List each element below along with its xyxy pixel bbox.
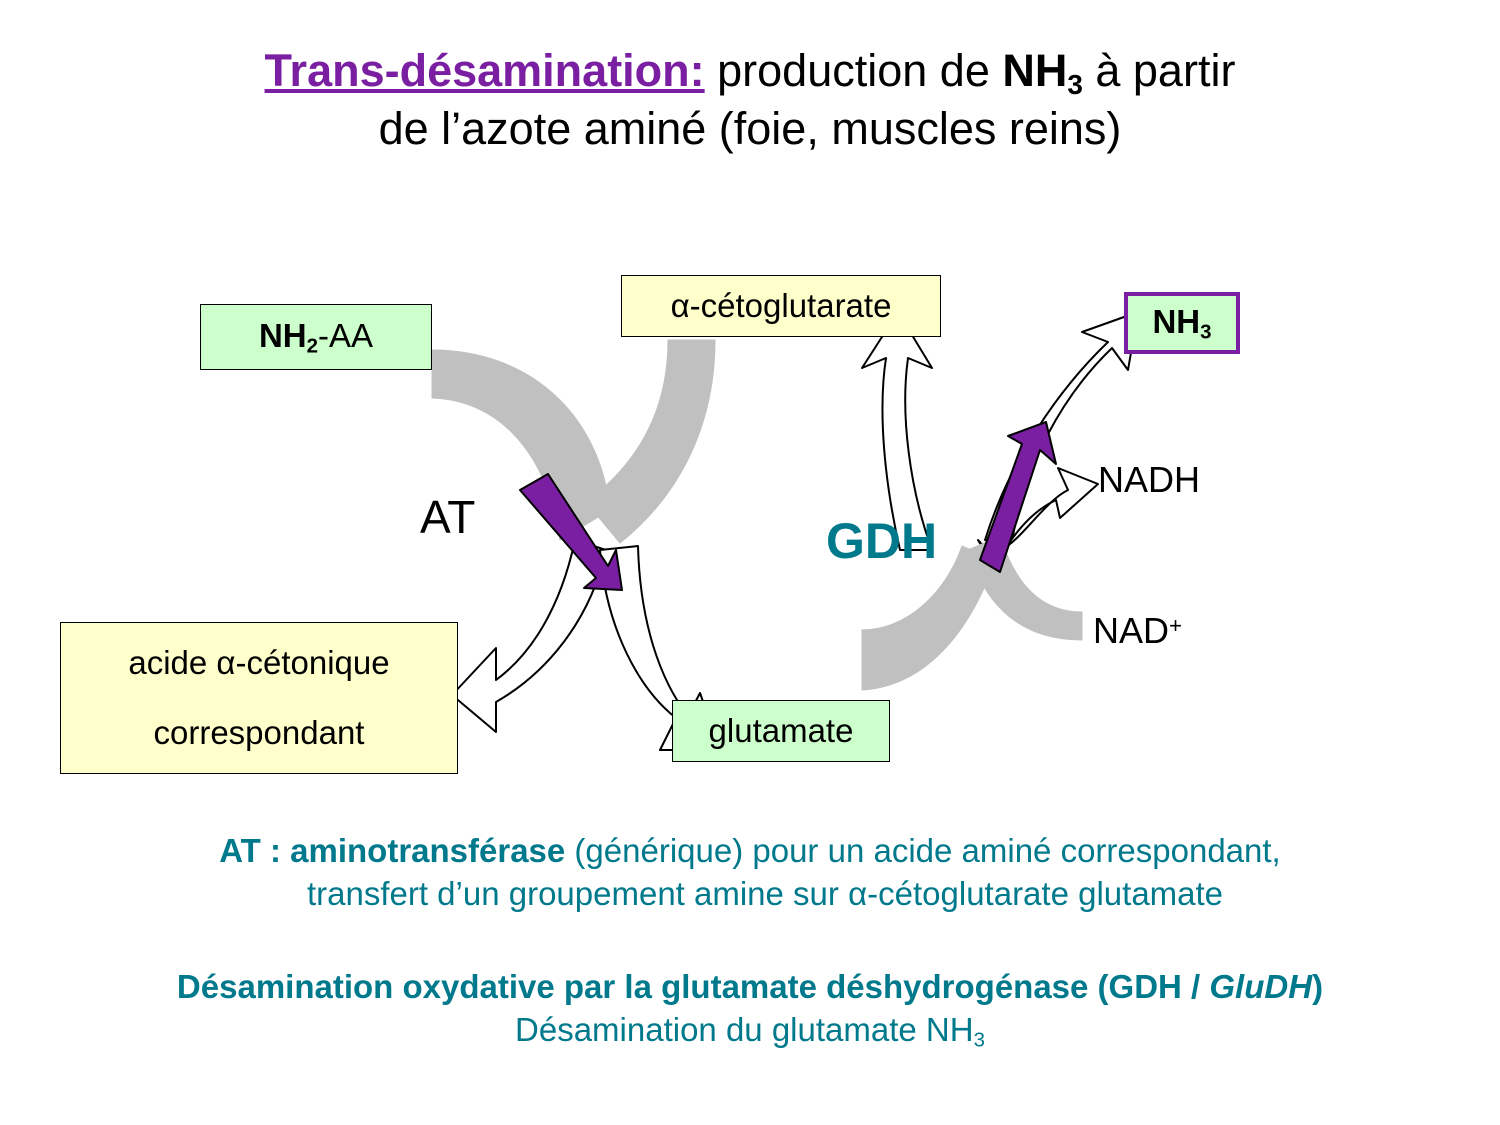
page-title-line-2: de l’azote aminé (foie, muscles reins) (378, 102, 1122, 154)
node-glutamate-label: glutamate (708, 711, 854, 749)
page-title-term: Trans-désamination: (264, 45, 705, 96)
node-nh3 (1124, 292, 1240, 354)
enzyme-label-at: AT (420, 491, 476, 543)
footer-notes (0, 830, 1500, 1054)
footer-at-rest: (générique) pour un acide aminé correspondant, (565, 832, 1281, 869)
at-white-arrow-to-ketoacid (452, 540, 606, 732)
cofactor-label-nadh: NADH (1098, 459, 1201, 500)
node-alpha-ketoglutarate-label: α-cétoglutarate (670, 286, 892, 324)
node-keto-acid-line-1: acide α-cétonique (128, 643, 390, 681)
enzyme-label-gdh: GDH (826, 513, 938, 569)
page-title-rest-before: production de (704, 45, 1003, 96)
footer-at-line-2: transfert d’un groupement amine sur α-cétoglutarate glutamate (306, 874, 1224, 912)
node-nh2-aa-label: $NH_2-AA$ (258, 316, 374, 358)
node-alpha-ketoglutarate (621, 275, 941, 337)
footer-at-bold: AT : aminotransférase (219, 832, 566, 869)
node-keto-acid-line-2: correspondant (153, 714, 365, 751)
page-title (0, 44, 1500, 157)
footer-gdh-line-2: Désamination du glutamate $NH_3$ (515, 1010, 985, 1052)
footer-gdh-line-1: Désamination oxydative par la glutamate déshydrogénase (GDH / GluDH) (176, 967, 1324, 1005)
pathway-diagram (0, 250, 1500, 810)
node-nh2-aa (200, 304, 432, 370)
node-nh3-label: $NH_3$ (1152, 302, 1212, 344)
cofactor-label-nad-plus: NAD+ (1093, 610, 1183, 651)
node-glutamate (672, 700, 890, 762)
node-keto-acid (60, 622, 458, 774)
page-title-rest-after: à partir (1082, 45, 1236, 96)
at-gray-arrow-upper-right (586, 340, 715, 543)
gdh-enzyme-arrow (980, 422, 1056, 572)
page-title-line-1 (0, 44, 1500, 102)
page-title-nh3: $NH_3$ (1002, 45, 1083, 100)
footer-note-gdh (0, 966, 1500, 1054)
footer-note-at (40, 830, 1460, 916)
